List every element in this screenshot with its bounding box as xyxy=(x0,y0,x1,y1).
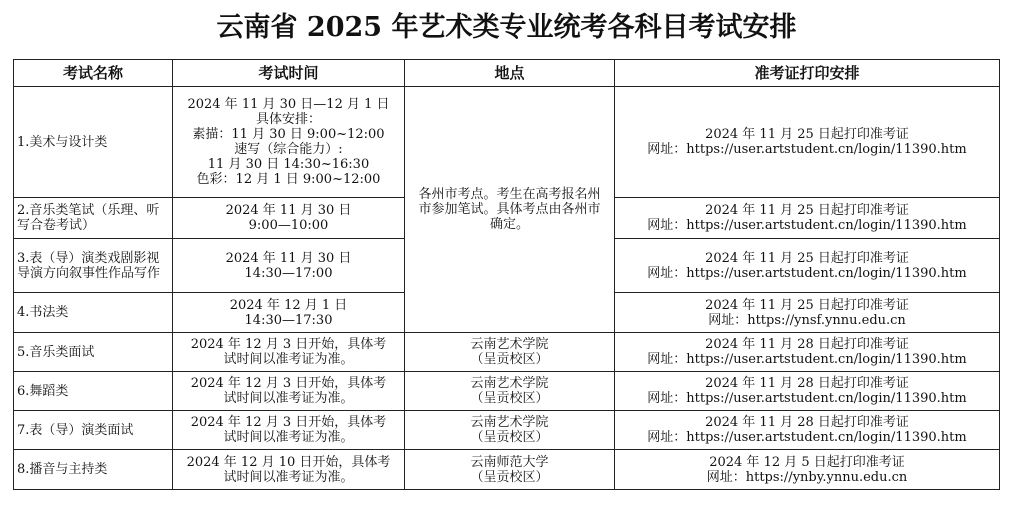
location-line: （呈贡校区） xyxy=(470,391,549,406)
exam-name-cell: 8.播音与主持类 xyxy=(14,450,173,490)
print-date: 2024 年 12 月 5 日起打印准考证 xyxy=(709,454,905,470)
print-url: 网址：https://user.artstudent.cn/login/11390.htm xyxy=(647,218,967,233)
table-row xyxy=(14,450,1000,490)
exam-time-cell xyxy=(173,411,405,450)
time-line: 11 月 30 日 14:30~16:30 xyxy=(207,157,370,172)
exam-time-cell xyxy=(173,239,405,293)
time-line: 2024 年 12 月 3 日开始，具体考 xyxy=(190,376,387,391)
header-admit-card: 准考证打印安排 xyxy=(615,60,1000,87)
time-line: 2024 年 11 月 30 日—12 月 1 日 xyxy=(187,97,390,112)
location-line: 云南艺术学院 xyxy=(470,337,549,352)
print-url: 网址：https://ynby.ynnu.edu.cn xyxy=(706,469,908,485)
admit-card-cell xyxy=(615,87,1000,198)
print-date: 2024 年 11 月 25 日起打印准考证 xyxy=(705,203,909,218)
time-line: 素描：11 月 30 日 9:00~12:00 xyxy=(192,127,385,142)
exam-name-cell: 4.书法类 xyxy=(14,293,173,333)
print-url: 网址：https://ynsf.ynnu.edu.cn xyxy=(708,312,906,328)
exam-time-cell xyxy=(173,333,405,372)
location-line: （呈贡校区） xyxy=(470,352,549,367)
exam-time-cell xyxy=(173,293,405,333)
print-date: 2024 年 11 月 28 日起打印准考证 xyxy=(705,415,909,430)
exam-name-cell: 2.音乐类笔试（乐理、听写合卷考试） xyxy=(14,198,173,239)
time-line: 具体安排： xyxy=(255,112,321,127)
admit-card-cell xyxy=(615,293,1000,333)
time-line: 试时间以准考证为准。 xyxy=(223,430,354,445)
admit-card-cell xyxy=(615,333,1000,372)
exam-time-cell xyxy=(173,198,405,239)
print-url: 网址：https://user.artstudent.cn/login/11390.htm xyxy=(647,391,967,406)
exam-schedule-table xyxy=(13,59,1000,490)
header-exam-time: 考试时间 xyxy=(173,60,405,87)
time-line: 2024 年 11 月 30 日 xyxy=(225,250,352,266)
table-row xyxy=(14,333,1000,372)
location-cell xyxy=(405,333,615,372)
location-cell xyxy=(405,450,615,490)
time-line: 速写（综合能力）: xyxy=(234,142,343,157)
time-line: 14:30—17:00 xyxy=(244,265,333,281)
exam-name-cell: 1.美术与设计类 xyxy=(14,87,173,198)
admit-card-cell xyxy=(615,411,1000,450)
time-line: 2024 年 12 月 1 日 xyxy=(229,297,348,313)
admit-card-cell xyxy=(615,372,1000,411)
exam-name-cell: 5.音乐类面试 xyxy=(14,333,173,372)
table-row xyxy=(14,87,1000,198)
time-line: 9:00—10:00 xyxy=(248,218,329,233)
print-url: 网址：https://user.artstudent.cn/login/11390.htm xyxy=(647,142,967,157)
location-line: （呈贡校区） xyxy=(470,430,549,445)
table-row xyxy=(14,372,1000,411)
exam-time-cell xyxy=(173,87,405,198)
location-cell xyxy=(405,411,615,450)
admit-card-cell xyxy=(615,450,1000,490)
shared-location-cell: 各州市考点。考生在高考报名州市参加笔试。具体考点由各州市确定。 xyxy=(405,87,615,333)
print-date: 2024 年 11 月 25 日起打印准考证 xyxy=(705,127,909,142)
header-exam-name: 考试名称 xyxy=(14,60,173,87)
time-line: 试时间以准考证为准。 xyxy=(223,352,354,367)
admit-card-cell xyxy=(615,239,1000,293)
exam-time-cell xyxy=(173,372,405,411)
time-line: 2024 年 12 月 3 日开始，具体考 xyxy=(190,415,387,430)
document-title: 云南省 2025 年艺术类专业统考各科目考试安排 xyxy=(216,12,797,43)
table-row xyxy=(14,411,1000,450)
print-date: 2024 年 11 月 28 日起打印准考证 xyxy=(705,376,909,391)
header-location: 地点 xyxy=(405,60,615,87)
time-line: 14:30—17:30 xyxy=(244,312,333,328)
print-url: 网址：https://user.artstudent.cn/login/11390.htm xyxy=(647,430,967,445)
location-line: 云南师范大学 xyxy=(470,454,549,470)
table-header-row xyxy=(14,60,1000,87)
time-line: 试时间以准考证为准。 xyxy=(223,469,354,485)
exam-name-cell: 3.表（导）演类戏剧影视导演方向叙事性作品写作 xyxy=(14,239,173,293)
location-line: 云南艺术学院 xyxy=(470,376,549,391)
time-line: 2024 年 12 月 3 日开始，具体考 xyxy=(190,337,387,352)
exam-time-cell xyxy=(173,450,405,490)
print-date: 2024 年 11 月 25 日起打印准考证 xyxy=(705,297,909,313)
time-line: 2024 年 11 月 30 日 xyxy=(225,203,352,218)
print-date: 2024 年 11 月 28 日起打印准考证 xyxy=(705,337,909,352)
exam-name-cell: 6.舞蹈类 xyxy=(14,372,173,411)
time-line: 2024 年 12 月 10 日开始，具体考 xyxy=(186,454,391,470)
admit-card-cell xyxy=(615,198,1000,239)
location-line: （呈贡校区） xyxy=(470,469,549,485)
location-line: 云南艺术学院 xyxy=(470,415,549,430)
print-url: 网址：https://user.artstudent.cn/login/11390.htm xyxy=(647,352,967,367)
print-date: 2024 年 11 月 25 日起打印准考证 xyxy=(705,250,909,266)
time-line: 色彩：12 月 1 日 9:00~12:00 xyxy=(196,172,381,187)
location-cell xyxy=(405,372,615,411)
exam-name-cell: 7.表（导）演类面试 xyxy=(14,411,173,450)
time-line: 试时间以准考证为准。 xyxy=(223,391,354,406)
print-url: 网址：https://user.artstudent.cn/login/11390.htm xyxy=(647,265,967,281)
